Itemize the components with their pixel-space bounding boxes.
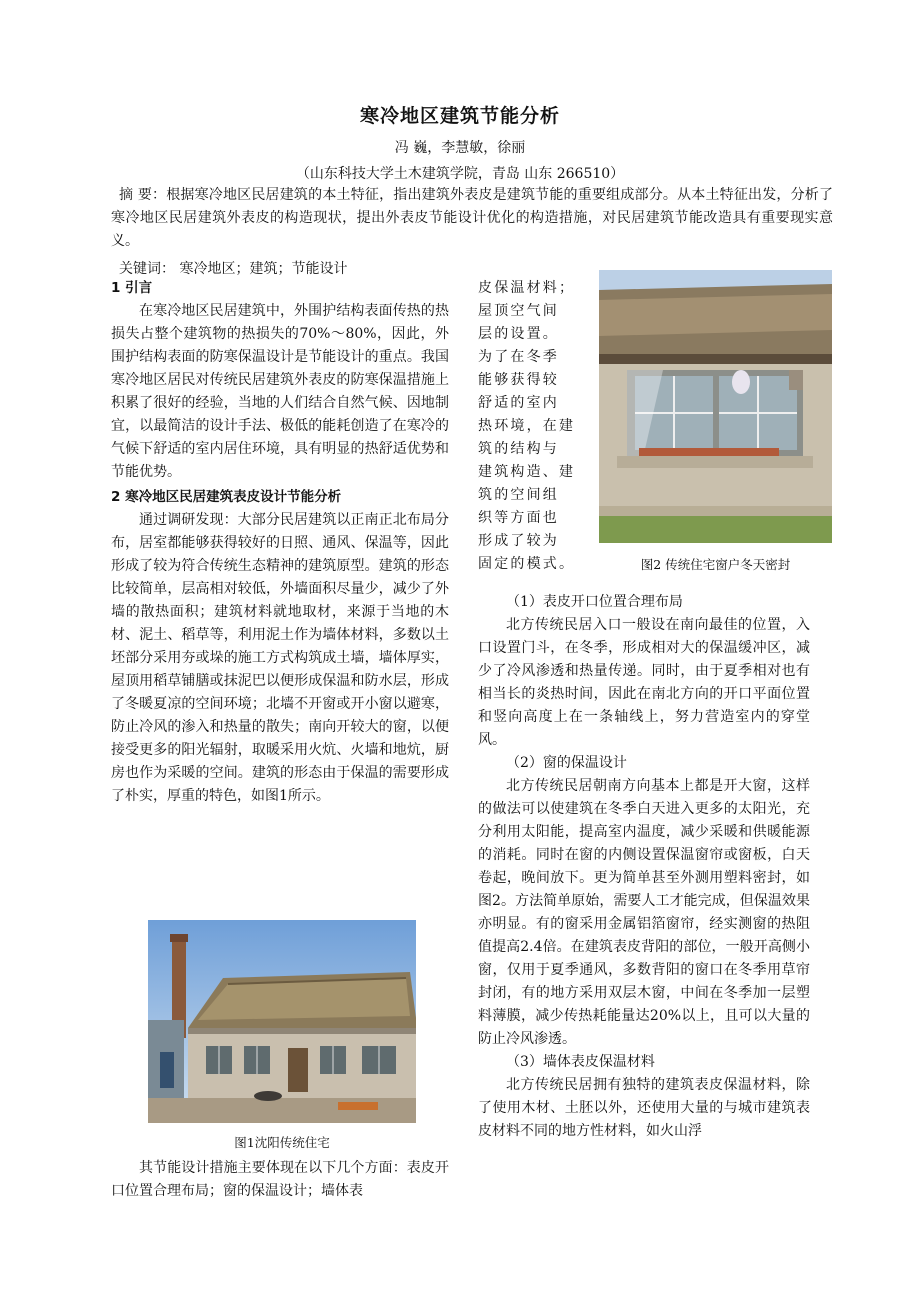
paper-abstract: 摘 要：根据寒冷地区民居建筑的本土特征，指出建筑外表皮是建筑节能的重要组成部分。从本土特征出发，分析了寒冷地区民居建筑外表皮的构造现状，提出外表皮节能设计优化的构造措施，对民居建筑节能改造具有重要现实意义。	[111, 187, 833, 249]
item-1-heading: （1）表皮开口位置合理布局	[506, 594, 683, 610]
narrow-line: 皮保温材料；	[478, 280, 576, 296]
narrow-line: 筑的空间组	[478, 487, 559, 503]
right-column	[478, 591, 810, 1143]
section-1-heading: 1 引言	[111, 280, 153, 296]
figure-2-caption: 图2 传统住宅窗户冬天密封	[640, 557, 791, 572]
narrow-line: 舒适的室内	[478, 395, 559, 411]
item-3-paragraph: 北方传统民居拥有独特的建筑表皮保温材料，除了使用木材、土胚以外，还使用大量的与城市建筑表皮材料不同的地方性材料，如火山浮	[478, 1077, 810, 1139]
narrow-line: 织等方面也	[478, 510, 559, 526]
paper-affiliation: （山东科技大学土木建筑学院，青岛 山东 266510）	[295, 166, 625, 182]
right-column-narrow-text	[478, 277, 588, 576]
narrow-line: 屋顶空气间	[478, 303, 559, 319]
left-column-after-figure	[111, 1157, 449, 1203]
paper-title: 寒冷地区建筑节能分析	[359, 105, 560, 127]
narrow-line: 层的设置。	[478, 326, 559, 342]
figure-1-photo	[148, 920, 416, 1123]
narrow-line: 热环境，在建	[478, 418, 576, 434]
item-3-heading: （3）墙体表皮保温材料	[506, 1054, 655, 1070]
paper-authors: 冯 巍，李慧敏，徐丽	[394, 140, 526, 156]
section-2-heading: 2 寒冷地区民居建筑表皮设计节能分析	[111, 489, 342, 505]
narrow-line: 筑的结构与	[478, 441, 559, 457]
section-1-paragraph: 在寒冷地区民居建筑中，外围护结构表面传热的热损失占整个建筑物的热损失的70%～80%，因此，外围护结构表面的防寒保温设计是节能设计的重点。我国寒冷地区居民对传统民居建筑外表皮的防寒保温措施上积累了很好的经验，当地的人们结合自然气候、因地制宜，以最简洁的设计手法、极低的能耗创造了在寒冷的气候下舒适的室内居住环境，具有明显的热舒适优势和节能优势。	[111, 303, 449, 480]
narrow-line: 形成了较为	[478, 533, 559, 549]
narrow-line: 为了在冬季	[478, 349, 559, 365]
narrow-line: 固定的模式。	[478, 556, 576, 572]
narrow-line: 能够获得较	[478, 372, 559, 388]
item-2-heading: （2）窗的保温设计	[506, 755, 627, 771]
item-2-paragraph: 北方传统民居朝南方向基本上都是开大窗，这样的做法可以使建筑在冬季白天进入更多的太阳光，充分利用太阳能，提高室内温度，减少采暖和供暖能源的消耗。同时在窗的内侧设置保温窗帘或窗板，白天卷起，晚间放下。更为简单甚至外测用塑料密封，如图2。方法简单原始，需要人工才能完成，但保温效果亦明显。有的窗采用金属铝箔窗帘，经实测窗的热阻值提高2.4倍。在建筑表皮背阳的部位，一般开高侧小窗，仅用于夏季通风，多数背阳的窗口在冬季用草帘封闭，有的地方采用双层木窗，中间在冬季加一层塑料薄膜，减少传热耗能量达20%以上，且可以大量的防止冷风渗透。	[478, 778, 810, 1047]
item-1-paragraph: 北方传统民居入口一般设在南向最佳的位置，入口设置门斗，在冬季，形成相对大的保温缓冲区，减少了冷风渗透和热量传递。同时，由于夏季相对也有相当长的炎热时间，因此在南北方向的开口平面位置和竖向高度上在一条轴线上，努力营造室内的穿堂风。	[478, 617, 810, 748]
figure-1-caption: 图1沈阳传统住宅	[234, 1135, 330, 1150]
section-2-paragraph: 通过调研发现：大部分民居建筑以正南正北布局分布，居室都能够获得较好的日照、通风、保温等，因此形成了较为符合传统生态精神的建筑原型。建筑的形态比较简单，层高相对较低，外墙面积尽量少，减少了外墙的散热面积；建筑材料就地取材，来源于当地的木材、泥土、稻草等，利用泥土作为墙体材料，多数以土坯部分采用夯或垛的施工方式构筑成土墙，墙体厚实，屋顶用稻草铺膳或抹泥巴以便形成保温和防水层，形成了冬暖夏凉的空间环境；北墙不开窗或开小窗以避寒，防止冷风的渗入和热量的散失；南向开较大的窗，以便接受更多的阳光辐射，取暖采用火炕、火墙和地炕，厨房也作为采暖的空间。建筑的形态由于保温的需要形成了朴实，厚重的特色，如图1所示。	[111, 512, 449, 804]
narrow-line: 建筑构造、建	[478, 464, 576, 480]
figure-2-photo	[599, 270, 832, 543]
paper-keywords: 关键词： 寒冷地区；建筑；节能设计	[119, 261, 348, 277]
after-figure-1-paragraph: 其节能设计措施主要体现在以下几个方面：表皮开口位置合理布局；窗的保温设计；墙体表	[111, 1160, 449, 1199]
left-column	[111, 277, 449, 808]
